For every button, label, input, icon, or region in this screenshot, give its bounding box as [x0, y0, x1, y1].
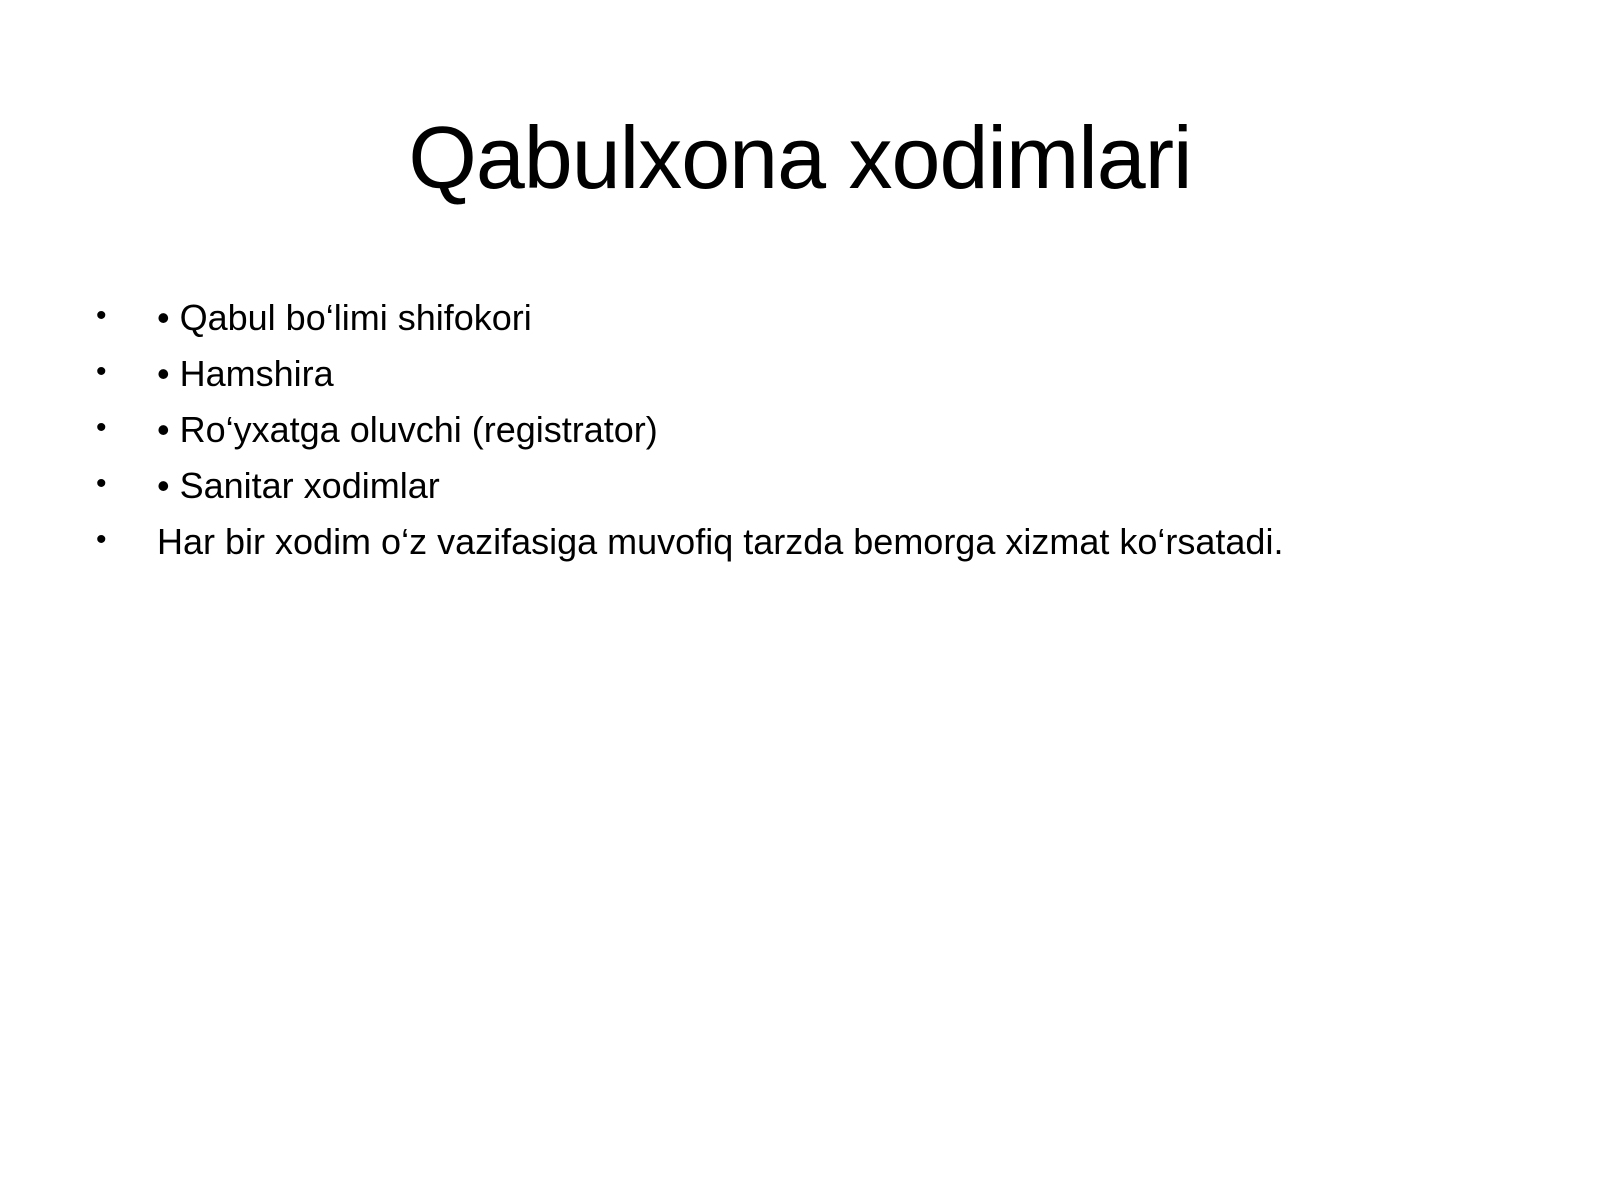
slide-title: Qabulxona xodimlari — [408, 108, 1192, 207]
list-item-text: • Hamshira — [157, 353, 334, 394]
list-item-text: • Ro‘yxatga oluvchi (registrator) — [157, 409, 658, 450]
list-item — [96, 458, 1536, 514]
list-item — [96, 346, 1536, 402]
bullet-icon: • — [96, 467, 107, 500]
bullet-icon: • — [96, 523, 107, 556]
bullet-icon: • — [96, 355, 107, 388]
bullet-icon: • — [96, 411, 107, 444]
list-item — [96, 514, 1536, 570]
list-item-text: • Qabul bo‘limi shifokori — [157, 297, 532, 338]
list-item — [96, 290, 1536, 346]
list-item — [96, 402, 1536, 458]
list-item-text: • Sanitar xodimlar — [157, 465, 440, 506]
bullet-list — [96, 290, 1536, 570]
bullet-icon: • — [96, 299, 107, 332]
list-item-text: Har bir xodim o‘z vazifasiga muvofiq tarzda bemorga xizmat ko‘rsatadi. — [157, 521, 1284, 562]
